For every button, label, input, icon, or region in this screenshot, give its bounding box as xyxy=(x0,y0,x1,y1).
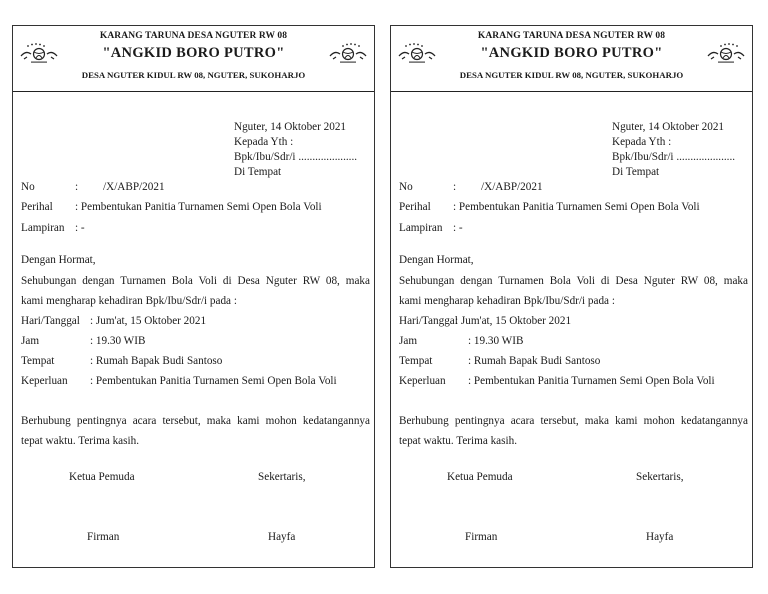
header-divider xyxy=(13,91,374,92)
lampiran-label: Lampiran xyxy=(399,222,443,234)
hari-label: Hari/Tanggal xyxy=(399,315,458,327)
org-heading: KARANG TARUNA DESA NGUTER RW 08 xyxy=(99,31,288,41)
no-value: /X/ABP/2021 xyxy=(481,181,543,193)
letter-date: Nguter, 14 Oktober 2021 xyxy=(234,121,347,133)
org-heading: KARANG TARUNA DESA NGUTER RW 08 xyxy=(477,31,666,41)
keperluan-value: : Pembentukan Panitia Turnamen Semi Open Bola Voli xyxy=(90,375,337,387)
signature-name-right: Hayfa xyxy=(646,531,674,543)
lampiran-value: : - xyxy=(75,222,85,234)
jam-value: : 19.30 WIB xyxy=(90,335,146,347)
recipient-place: Di Tempat xyxy=(234,166,282,178)
paragraph-line: kami mengharap kehadiran Bpk/Ibu/Sdr/i pada : xyxy=(21,295,237,307)
recipient-name: Bpk/Ibu/Sdr/i ..................... xyxy=(612,151,736,163)
recipient-label: Kepada Yth : xyxy=(612,136,672,148)
greeting: Dengan Hormat, xyxy=(21,254,96,266)
letter-left xyxy=(12,25,375,568)
hari-value: : Jum'at, 15 Oktober 2021 xyxy=(455,315,572,327)
hari-label: Hari/Tanggal xyxy=(21,315,80,327)
jam-value: : 19.30 WIB xyxy=(468,335,524,347)
org-name: "ANGKID BORO PUTRO" xyxy=(480,45,663,61)
letter-date: Nguter, 14 Oktober 2021 xyxy=(612,121,725,133)
org-address: DESA NGUTER KIDUL RW 08, NGUTER, SUKOHARJO xyxy=(81,70,306,80)
no-label: No xyxy=(21,181,35,193)
jam-label: Jam xyxy=(399,335,418,347)
org-name: "ANGKID BORO PUTRO" xyxy=(102,45,285,61)
greeting: Dengan Hormat, xyxy=(399,254,474,266)
paragraph-line: Sehubungan dengan Turnamen Bola Voli di Desa Nguter RW 08, maka xyxy=(21,275,370,287)
lampiran-label: Lampiran xyxy=(21,222,65,234)
hari-value: : Jum'at, 15 Oktober 2021 xyxy=(90,315,207,327)
paragraph-line: Sehubungan dengan Turnamen Bola Voli di Desa Nguter RW 08, maka xyxy=(399,275,748,287)
closing-line: Berhubung pentingnya acara tersebut, maka kami mohon kedatangannya xyxy=(399,415,748,427)
lampiran-value: : - xyxy=(453,222,463,234)
closing-line: tepat waktu. Terima kasih. xyxy=(21,435,139,447)
date-recipient-block xyxy=(612,120,735,180)
recipient-place: Di Tempat xyxy=(612,166,660,178)
keperluan-label: Keperluan xyxy=(399,375,446,387)
closing-line: Berhubung pentingnya acara tersebut, maka kami mohon kedatangannya xyxy=(21,415,370,427)
tempat-label: Tempat xyxy=(21,355,55,367)
signature-title-left: Ketua Pemuda xyxy=(447,471,513,483)
signature-name-left: Firman xyxy=(87,531,120,543)
perihal-value: : Pembentukan Panitia Turnamen Semi Open Bola Voli xyxy=(75,201,322,213)
signature-title-right: Sekertaris, xyxy=(636,471,684,483)
closing-line: tepat waktu. Terima kasih. xyxy=(399,435,517,447)
keperluan-label: Keperluan xyxy=(21,375,68,387)
no-label: No xyxy=(399,181,413,193)
org-address: DESA NGUTER KIDUL RW 08, NGUTER, SUKOHARJO xyxy=(459,70,684,80)
recipient-label: Kepada Yth : xyxy=(234,136,294,148)
tempat-label: Tempat xyxy=(399,355,433,367)
signature-name-right: Hayfa xyxy=(268,531,296,543)
signature-name-left: Firman xyxy=(465,531,498,543)
signature-title-left: Ketua Pemuda xyxy=(69,471,135,483)
tempat-value: : Rumah Bapak Budi Santoso xyxy=(468,355,601,367)
paragraph-line: kami mengharap kehadiran Bpk/Ibu/Sdr/i pada : xyxy=(399,295,615,307)
letter-right xyxy=(390,25,753,568)
header-divider xyxy=(391,91,752,92)
perihal-label: Perihal xyxy=(399,201,431,213)
no-colon: : xyxy=(453,181,457,193)
date-recipient-block xyxy=(234,120,357,180)
perihal-value: : Pembentukan Panitia Turnamen Semi Open Bola Voli xyxy=(453,201,700,213)
jam-label: Jam xyxy=(21,335,40,347)
no-value: /X/ABP/2021 xyxy=(103,181,165,193)
no-colon: : xyxy=(75,181,79,193)
keperluan-value: : Pembentukan Panitia Turnamen Semi Open Bola Voli xyxy=(468,375,715,387)
signature-title-right: Sekertaris, xyxy=(258,471,306,483)
perihal-label: Perihal xyxy=(21,201,53,213)
recipient-name: Bpk/Ibu/Sdr/i ..................... xyxy=(234,151,358,163)
tempat-value: : Rumah Bapak Budi Santoso xyxy=(90,355,223,367)
